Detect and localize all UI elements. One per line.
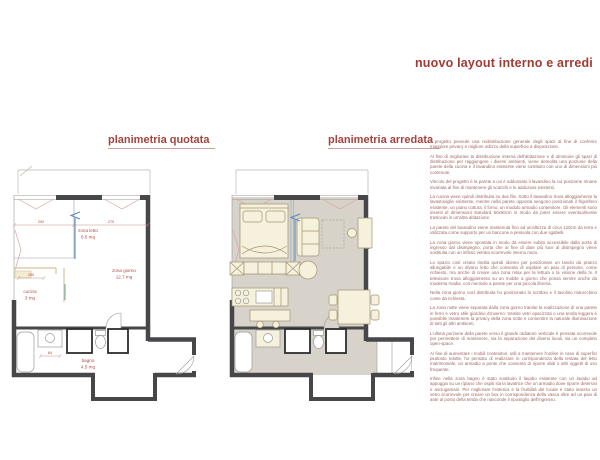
washbasin [46, 334, 55, 343]
room-area-bagno: 4.5 mq [80, 364, 96, 370]
dim-bagno: 84 [47, 351, 53, 355]
thin-walls [14, 195, 148, 300]
wc-box [326, 329, 346, 353]
description-paragraph: La cucina viene quindi distribuita su due file. Sotto il lavandino trova alloggiamento la lavastoviglie esistente, mentre nella parete opposta vengono posizionati il frigorifero esistente, un piano cottura, il forno, un modulo armadio contenitore. Gli elementi sono inseriti di dimensioni standard 60x60cm in modo da poter essere eventualmente traslocati in un'altra abitazione. [430, 194, 597, 221]
room-label-cucina: cucina [23, 289, 37, 294]
bathroom-fixtures [17, 329, 128, 372]
terrace-outline [18, 166, 150, 194]
washbasin-counter [38, 330, 62, 347]
blue-annotation-line [71, 212, 80, 259]
dim-top-left: 292 [37, 220, 45, 224]
description-paragraph: Nella zona giorno così distribuita ho posizionato lo scrittoio e il tavolino marocchino come da richiesta. [430, 290, 597, 301]
entrance-floor [377, 340, 411, 374]
dining-table [338, 290, 370, 324]
bathtub [17, 332, 34, 372]
wc-box [108, 329, 128, 353]
kitchen-sink [256, 291, 272, 303]
room-label-bagno: bagno [81, 358, 95, 363]
description-paragraph: Vincolo del progetto è la parete a cui è addossato il lavandino la cui posizione rimane invariata al fine di mantenere gli scarichi e le adduzioni esistenti. [430, 179, 597, 190]
room-area-cucina: 3 mq [24, 295, 36, 301]
description-paragraph: La zona giorno viene spostata in modo da essere subito accessibile dalla porta di ingresso dal disimpegno, porta che al fine di dare più luce al disimpegno viene sostituita con un infisso vetrato scorrevole interno muro. [430, 239, 597, 256]
desk-chair [348, 229, 357, 238]
toilet [96, 336, 106, 349]
sofa-bed [297, 218, 319, 256]
stool-1 [257, 321, 264, 328]
toilet-tank [96, 331, 106, 336]
toilet-tank [314, 331, 324, 336]
floor-plan-quotata [8, 162, 208, 414]
plan-title-arredata: planimetria arredata [328, 134, 439, 149]
project-description [430, 139, 597, 407]
bathtub [235, 332, 252, 372]
terrace-outline [236, 170, 368, 194]
dining-chair-3 [371, 295, 379, 305]
shower-box [285, 329, 310, 353]
dining-chair-1 [329, 295, 337, 305]
description-paragraph: Il progetto prevede una redistribuzione generale degli spazi al fine di conferire maggiore privacy e migliore utilizzo della superficie a disposizione. [430, 139, 597, 150]
description-paragraph: Al fine di migliorare la distribuzione interna dell'abitazione e di diminuire gli spazi di distribuzione per raggiungere i diversi ambienti, viene demolita una porzione della parete della cucina e il lavandino esistente viene sostituito con uno di dimensioni più contenute. [430, 153, 597, 175]
room-label-zona-letto: zona letto [78, 228, 98, 233]
plan-title-quotata: planimetria quotata [108, 134, 215, 149]
description-paragraph: La zona notte viene separata dalla zona giorno tramite la realizzazione di una parete in ferro e vetro stile giardino d'inverno: tramite vetri opacizzati o una tenda leggera è possibile mantenere la privacy della zona notte e consentire la naturale illuminazione di tutti gli altri ambienti. [430, 305, 597, 326]
description-paragraph: Lo spazio così creato risulta quindi idoneo per posizionare un tavolo da pranzo allungabile e un divano letto che consenta di ospitare un paio di persone, come richiesto, ma anche di creare una zona relax per la lettura o la visione della tv. Il televisore trova alloggiamento su un mobile a giorno che possa servire anche da moderna madia, con mensole a parete per una piccola libreria. [430, 259, 597, 286]
dim-top-right: 279 [107, 220, 115, 224]
description-paragraph: L'ultima porzione della parete verso il grande radiatore verticale è pensata scorrevole per permettere di mantenere, sia la separazione dei diversi locali, sia un completo open-space. [430, 330, 597, 347]
description-paragraph: Infine nella zona bagno è stato sostituito il lavabo esistente con un lavabo ad appoggio su un ripiano che ospiti sia la lavatrice che un armadio dove riporre detersivi e asciugamani. Per migliorare l'estetica e la fruibilità del locale è stato inserito un vetro scorrevole per creare un box in corrispondenza della vasca oltre ad un paio di ante al posto della tenda che nasconde il ripostiglio dell'ingresso. [430, 376, 597, 403]
structural-walls [12, 195, 196, 401]
moroccan-table [299, 261, 317, 279]
desk [358, 218, 372, 248]
page-title: nuovo layout interno e arredi [414, 56, 593, 70]
floor-plan-arredata [226, 162, 426, 414]
storage-bench [244, 262, 286, 274]
description-paragraph: La parete del lavandino viene mantenuta fino ad un'altezza di circa 120cm da terra e utilizzata come supporto per un bancone a penisola con due sgabelli. [430, 224, 597, 235]
washbasin [264, 334, 273, 343]
pillow-left [243, 211, 262, 222]
stool-2 [273, 321, 280, 328]
room-area-zona-letto: 6.5 mq [80, 234, 96, 240]
dining-chair-2 [329, 310, 337, 320]
dim-cucina: 200 [27, 273, 35, 277]
room-area-zona-giorno: 12.7 mq [115, 274, 133, 280]
description-paragraph: Al fine di aumentare i mobili contenitori, utili a mantenere l'ordine in caso di superfici piuttosto ridotte, ho pensato di realizzare in corrispondenza della testata del letto matrimoniale, un armadio a ponte che consenta di riporre abiti o altri oggetti di uso frequente. [430, 350, 597, 372]
shower-box [67, 329, 92, 353]
dining-chair-4 [371, 310, 379, 320]
window-marks [15, 199, 140, 270]
toilet [314, 336, 324, 349]
peninsula-counter [250, 310, 290, 321]
pillow-right [266, 211, 285, 222]
room-label-zona-giorno: zona giorno [111, 268, 137, 273]
